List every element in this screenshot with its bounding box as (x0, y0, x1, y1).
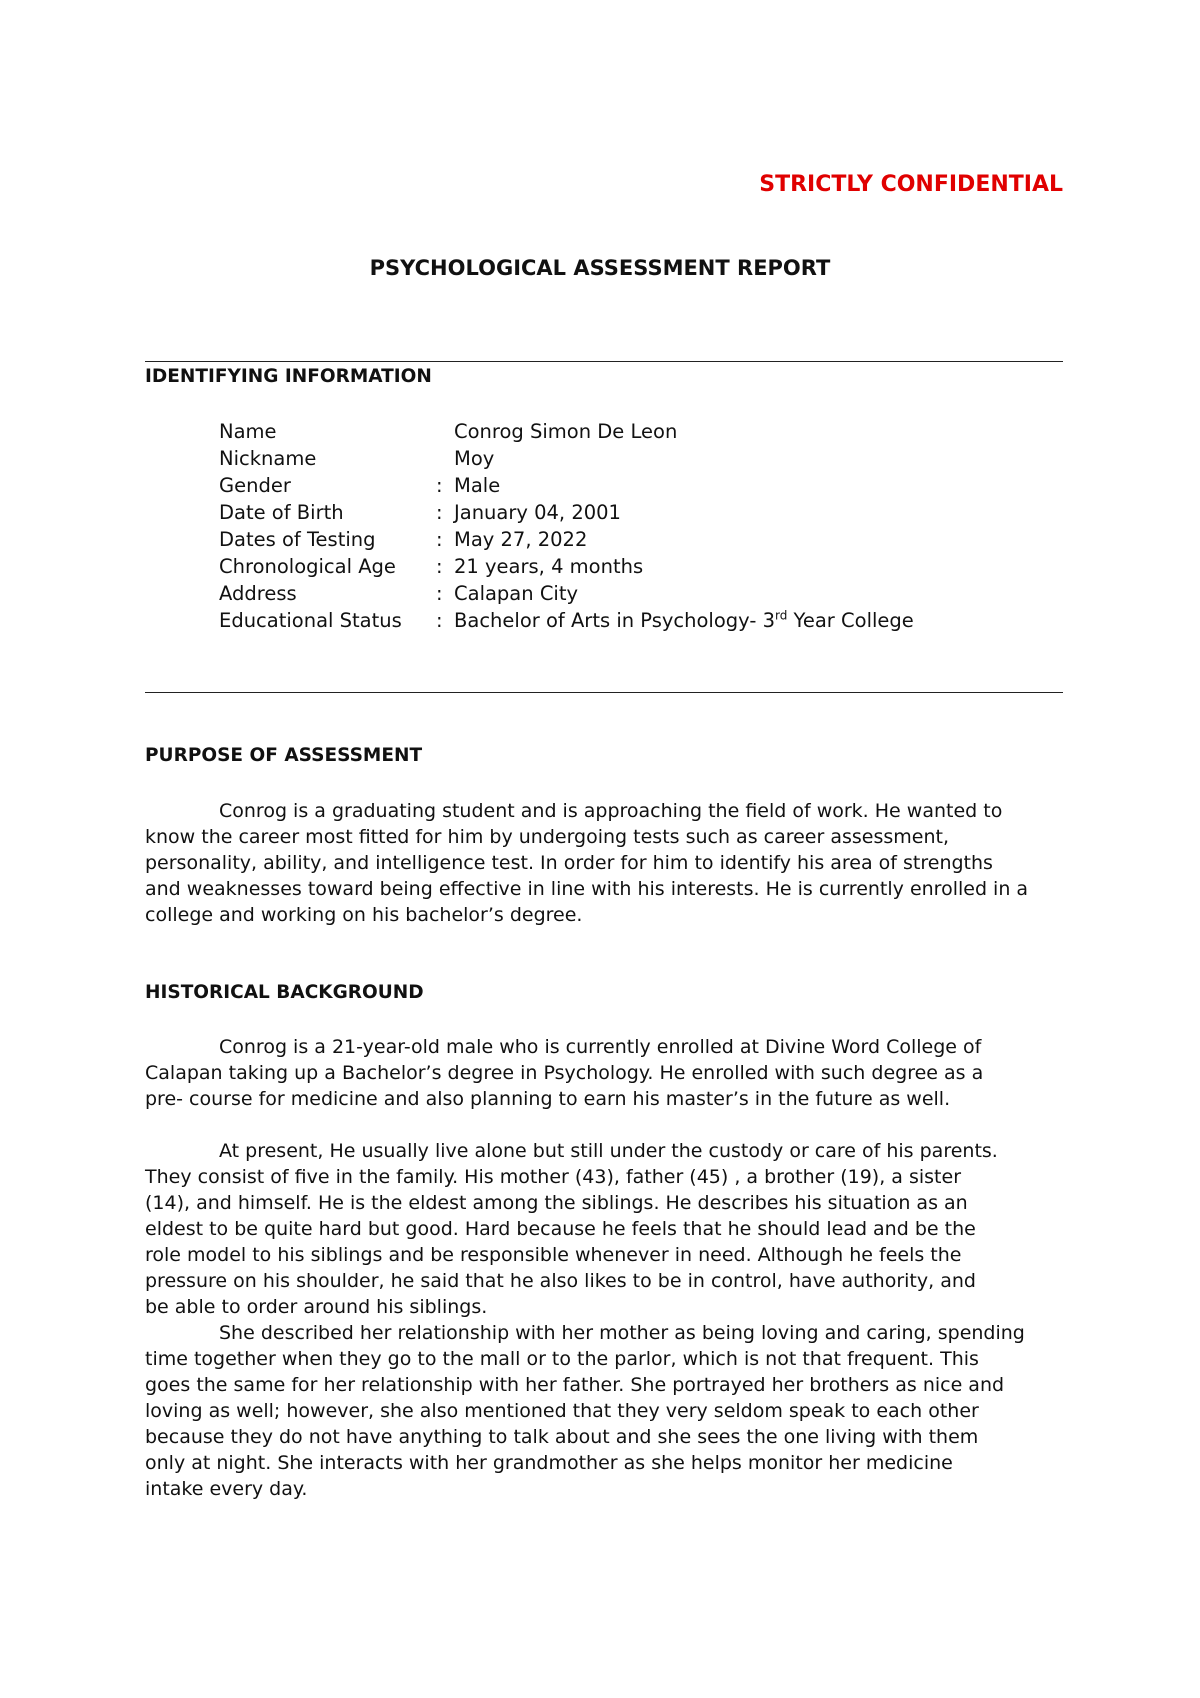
paragraph-line: At present, He usually live alone but still under the custody or care of his parents. (219, 1140, 998, 1162)
info-colon: : (436, 501, 443, 524)
info-label: Chronological Age (219, 555, 396, 578)
info-row-gender (219, 472, 1039, 499)
info-value: January 04, 2001 (454, 501, 621, 524)
info-colon: : (436, 555, 443, 578)
identifying-heading: IDENTIFYING INFORMATION (145, 366, 432, 387)
info-value: Calapan City (454, 582, 579, 605)
info-colon: : (436, 528, 443, 551)
info-label: Address (219, 582, 297, 605)
top-divider (145, 361, 1063, 362)
bottom-divider (145, 692, 1063, 693)
info-colon: : (436, 474, 443, 497)
paragraph-line: only at night. She interacts with her grandmother as she helps monitor her medicine (145, 1452, 953, 1474)
info-label: Gender (219, 474, 291, 497)
paragraph-line: personality, ability, and intelligence test. In order for him to identify his area of strengths (145, 852, 993, 874)
info-value: Moy (454, 447, 495, 470)
info-label: Name (219, 420, 277, 443)
history-heading: HISTORICAL BACKGROUND (145, 982, 424, 1003)
info-row-dates-of-testing (219, 526, 1039, 553)
paragraph-line: intake every day. (145, 1478, 308, 1500)
info-colon: : (436, 582, 443, 605)
info-label: Dates of Testing (219, 528, 376, 551)
ordinal-suffix: rd (775, 608, 788, 623)
purpose-heading: PURPOSE OF ASSESSMENT (145, 745, 423, 766)
info-value-main: Bachelor of Arts in Psychology- 3 (454, 609, 775, 632)
paragraph-line: They consist of five in the family. His mother (43), father (45) , a brother (19), a sister (145, 1166, 962, 1188)
paragraph-line: and weaknesses toward being effective in line with his interests. He is currently enrolled in a (145, 878, 1029, 900)
info-label: Educational Status (219, 609, 402, 632)
paragraph-line: She described her relationship with her mother as being loving and caring, spending (219, 1322, 1025, 1344)
info-value: 21 years, 4 months (454, 555, 644, 578)
paragraph-line: college and working on his bachelor’s degree. (145, 904, 583, 926)
history-paragraph-3 (145, 1320, 1080, 1502)
info-row-address (219, 580, 1039, 607)
info-row-educational-status (219, 607, 1039, 634)
info-value: Conrog Simon De Leon (454, 420, 678, 443)
report-title: PSYCHOLOGICAL ASSESSMENT REPORT (369, 256, 831, 280)
paragraph-line: Conrog is a graduating student and is approaching the field of work. He wanted to (219, 800, 1003, 822)
paragraph-line: Calapan taking up a Bachelor’s degree in Psychology. He enrolled with such degree as a (145, 1062, 984, 1084)
info-value: Male (454, 474, 501, 497)
paragraph-line: pressure on his shoulder, he said that he also likes to be in control, have authority, and (145, 1270, 976, 1292)
confidential-label: STRICTLY CONFIDENTIAL (759, 172, 1063, 197)
paragraph-line: eldest to be quite hard but good. Hard because he feels that he should lead and be the (145, 1218, 976, 1240)
info-value: May 27, 2022 (454, 528, 588, 551)
paragraph-line: pre- course for medicine and also planning to earn his master’s in the future as well. (145, 1088, 951, 1110)
info-value (454, 607, 914, 634)
paragraph-line: time together when they go to the mall or to the parlor, which is not that frequent. This (145, 1348, 979, 1370)
purpose-paragraph (145, 798, 1080, 928)
info-row-name (219, 418, 1039, 445)
history-paragraph-1 (145, 1034, 1080, 1112)
info-row-date-of-birth (219, 499, 1039, 526)
history-paragraph-2 (145, 1138, 1080, 1320)
paragraph-line: loving as well; however, she also mentioned that they very seldom speak to each other (145, 1400, 979, 1422)
paragraph-line: know the career most fitted for him by undergoing tests such as career assessment, (145, 826, 950, 848)
paragraph-line: role model to his siblings and be responsible whenever in need. Although he feels the (145, 1244, 962, 1266)
info-row-nickname (219, 445, 1039, 472)
paragraph-line: because they do not have anything to talk about and she sees the one living with them (145, 1426, 979, 1448)
info-label: Date of Birth (219, 501, 344, 524)
info-row-chronological-age (219, 553, 1039, 580)
info-label: Nickname (219, 447, 317, 470)
paragraph-line: goes the same for her relationship with her father. She portrayed her brothers as nice and (145, 1374, 1005, 1396)
info-colon: : (436, 609, 443, 632)
paragraph-line: (14), and himself. He is the eldest among the siblings. He describes his situation as an (145, 1192, 968, 1214)
info-value-suffix: Year College (787, 609, 914, 632)
paragraph-line: be able to order around his siblings. (145, 1296, 488, 1318)
paragraph-line: Conrog is a 21-year-old male who is currently enrolled at Divine Word College of (219, 1036, 982, 1058)
identifying-info-list (219, 418, 1039, 634)
